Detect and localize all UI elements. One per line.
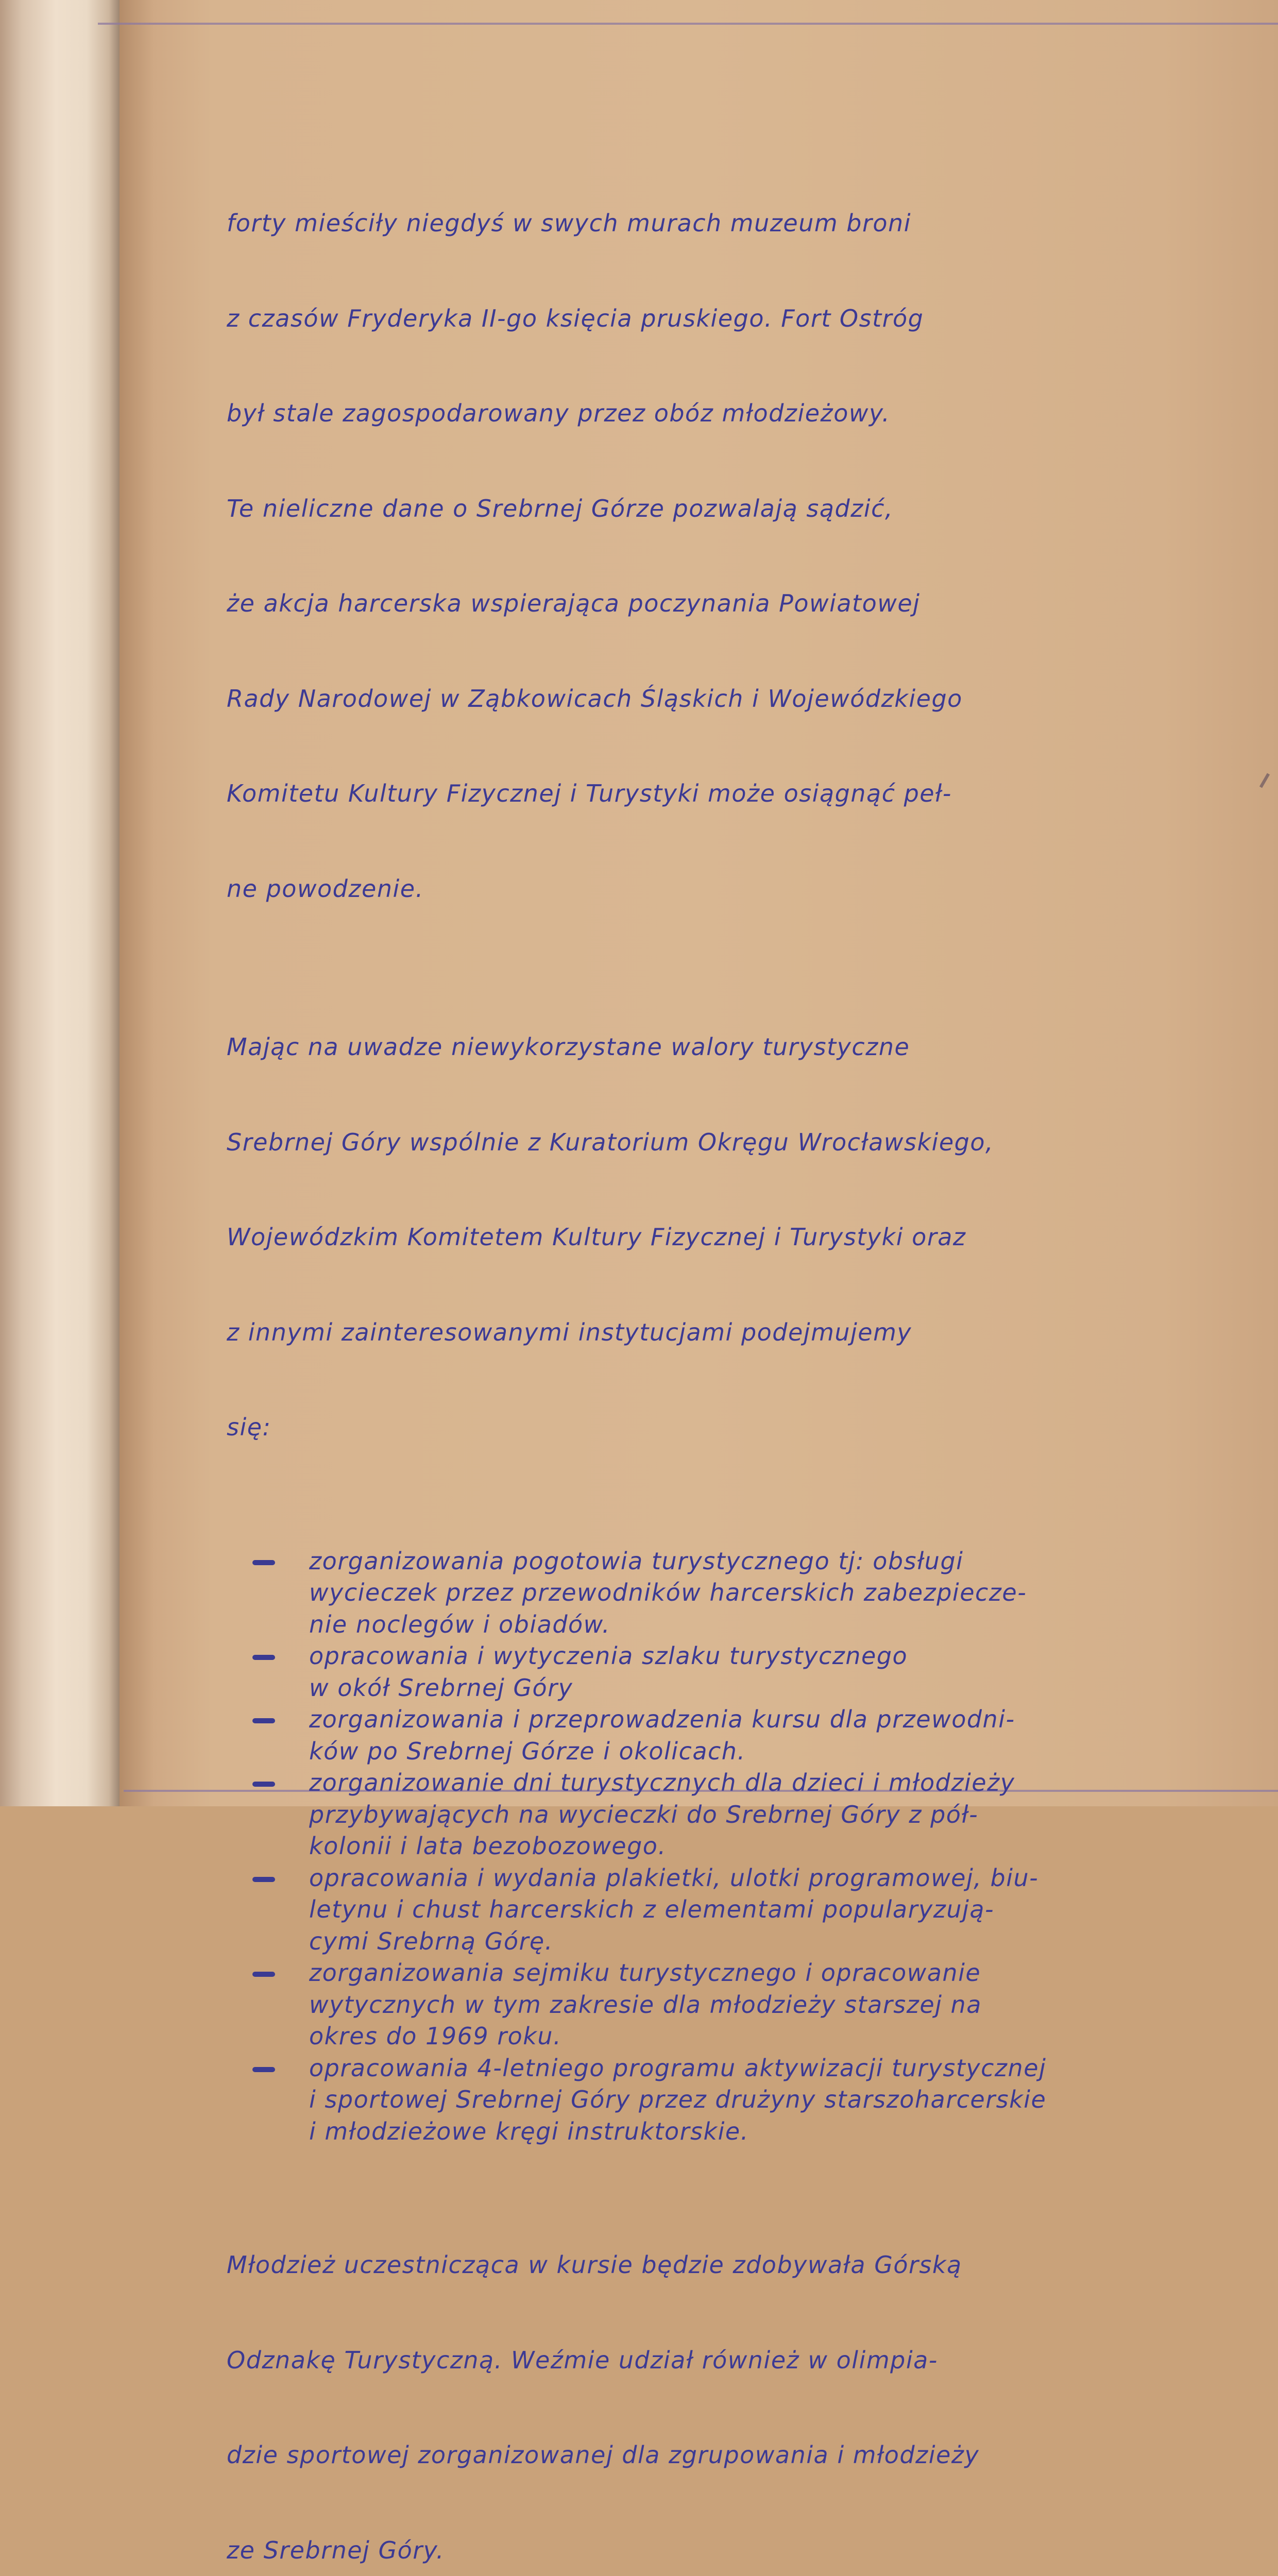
page-edge-top bbox=[98, 23, 1278, 25]
dash-bullet-icon bbox=[252, 1782, 275, 1787]
tasks-list bbox=[227, 1546, 1154, 2148]
dash-bullet-icon bbox=[252, 2067, 275, 2072]
text-line: Mając na uwadze niewykorzystane walory turystyczne bbox=[227, 1033, 910, 1061]
text-line: opracowania i wydania plakietki, ulotki programowej, biu- bbox=[309, 1863, 1039, 1892]
text-line: Srebrnej Góry wspólnie z Kuratorium Okręgu Wrocławskiego, bbox=[227, 1128, 994, 1156]
text-line: kolonii i lata bezobozowego. bbox=[309, 1832, 667, 1860]
text-line: ze Srebrnej Góry. bbox=[227, 2536, 445, 2564]
paragraph-undertaking bbox=[227, 968, 1154, 1507]
list-item bbox=[227, 1862, 1154, 1958]
text-line: Odznakę Turystyczną. Weźmie udział również w olimpia- bbox=[227, 2346, 938, 2374]
text-line: zorganizowania i przeprowadzenia kursu dla przewodni- bbox=[309, 1705, 1015, 1733]
list-item bbox=[227, 1546, 1154, 1641]
text-line: opracowania i wytyczenia szlaku turystycznego bbox=[309, 1642, 908, 1670]
text-line: Rady Narodowej w Ząbkowicach Śląskich i Wojewódzkiego bbox=[227, 684, 963, 713]
text-line: był stale zagospodarowany przez obóz młodzieżowy. bbox=[227, 399, 891, 427]
text-line: opracowania 4-letniego programu aktywizacji turystycznej bbox=[309, 2054, 1047, 2082]
dash-bullet-icon bbox=[252, 1972, 275, 1977]
list-item bbox=[227, 1957, 1154, 2053]
handwritten-content bbox=[227, 144, 1154, 2576]
text-line: okres do 1969 roku. bbox=[309, 2022, 562, 2050]
text-line: zorganizowania pogotowia turystycznego tj: obsługi bbox=[309, 1547, 964, 1575]
text-line: w okół Srebrnej Góry bbox=[309, 1673, 573, 1702]
text-line: i sportowej Srebrnej Góry przez drużyny starszoharcerskie bbox=[309, 2086, 1047, 2113]
text-line: forty mieściły niegdyś w swych murach muzeum broni bbox=[227, 209, 911, 237]
text-line: nie noclegów i obiadów. bbox=[309, 1610, 610, 1638]
list-item bbox=[227, 1704, 1154, 1767]
dash-bullet-icon bbox=[252, 1718, 275, 1723]
text-line: się: bbox=[227, 1413, 271, 1441]
text-line: przybywających na wycieczki do Srebrnej Góry z pół- bbox=[309, 1800, 979, 1828]
text-line: Komitetu Kultury Fizycznej i Turystyki może osiągnąć peł- bbox=[227, 779, 952, 807]
list-item bbox=[227, 1640, 1154, 1704]
text-line: Te nieliczne dane o Srebrnej Górze pozwalają sądzić, bbox=[227, 494, 894, 522]
dash-bullet-icon bbox=[252, 1877, 275, 1882]
text-line: ków po Srebrnej Górze i okolicach. bbox=[309, 1737, 746, 1765]
dash-bullet-icon bbox=[252, 1560, 275, 1565]
dash-bullet-icon bbox=[252, 1655, 275, 1660]
text-line: letynu i chust harcerskich z elementami popularyzują- bbox=[309, 1895, 995, 1923]
text-line: wycieczek przez przewodników harcerskich zabezpiecze- bbox=[309, 1579, 1027, 1606]
text-line: Młodzież uczestnicząca w kursie będzie zdobywała Górską bbox=[227, 2251, 962, 2279]
book-spine bbox=[0, 0, 124, 1806]
text-line: z czasów Fryderyka II-go księcia pruskiego. Fort Ostróg bbox=[227, 304, 924, 332]
text-line: z innymi zainteresowanymi instytucjami podejmujemy bbox=[227, 1318, 912, 1346]
list-item bbox=[227, 2053, 1154, 2148]
text-line: cymi Srebrną Górę. bbox=[309, 1927, 553, 1955]
text-line: dzie sportowej zorganizowanej dla zgrupowania i młodzieży bbox=[227, 2441, 980, 2469]
paragraph-forts bbox=[227, 144, 1154, 968]
text-line: Wojewódzkim Komitetem Kultury Fizycznej i Turystyki oraz bbox=[227, 1223, 966, 1251]
text-line: zorganizowania sejmiku turystycznego i opracowanie bbox=[309, 1959, 981, 1987]
text-line: że akcja harcerska wspierająca poczynania Powiatowej bbox=[227, 589, 921, 617]
list-item bbox=[227, 1767, 1154, 1862]
text-line: i młodzieżowe kręgi instruktorskie. bbox=[309, 2117, 749, 2145]
paragraph-youth bbox=[227, 2186, 1154, 2576]
text-line: ne powodzenie. bbox=[227, 874, 424, 903]
text-line: zorganizowanie dni turystycznych dla dzieci i młodzieży bbox=[309, 1769, 1015, 1797]
text-line: wytycznych w tym zakresie dla młodzieży starszej na bbox=[309, 1990, 982, 2019]
